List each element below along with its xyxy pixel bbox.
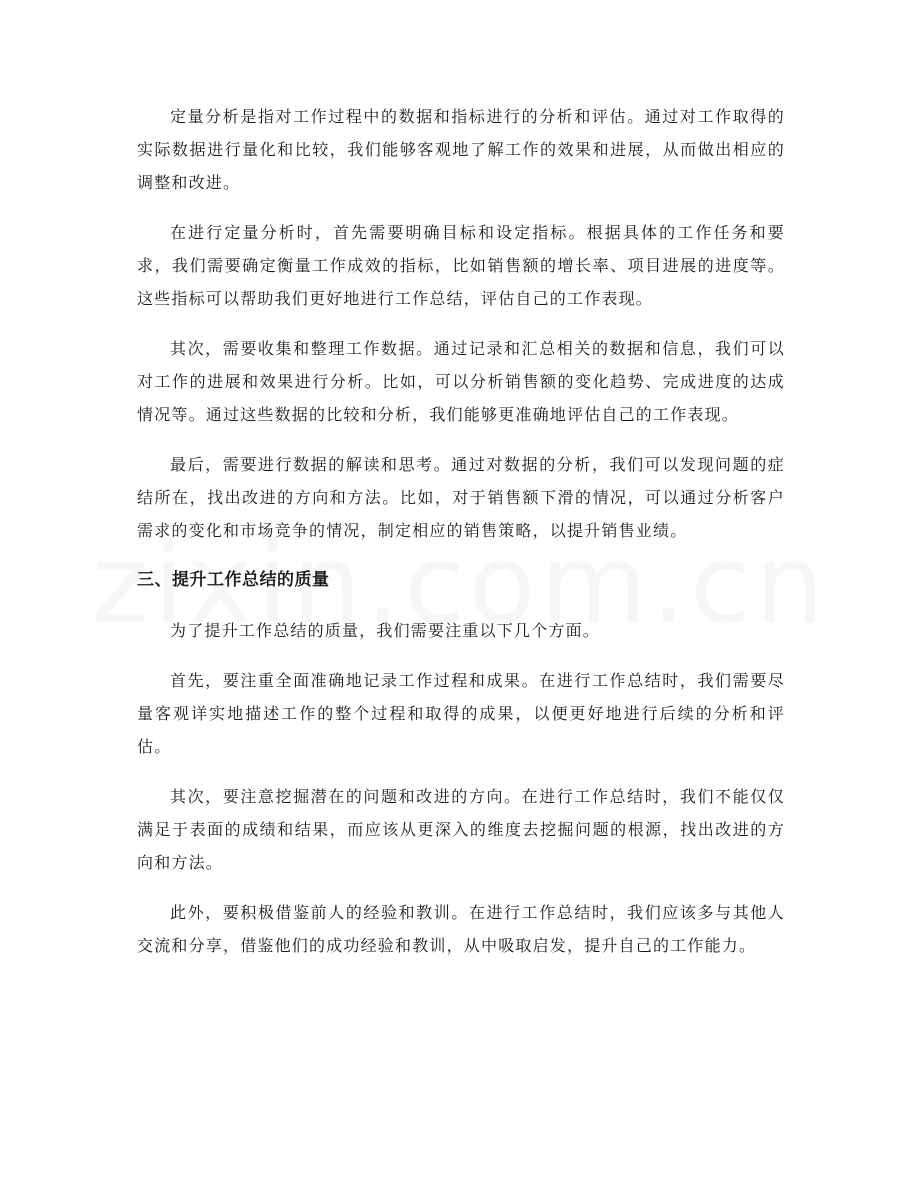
paragraph-set-indicators: 在进行定量分析时，首先需要明确目标和设定指标。根据具体的工作任务和要求，我们需要确定衡量工作成效的指标，比如销售额的增长率、项目进展的进度等。这些指标可以帮助我们更好地进行工作总结，评估自己的工作表现。 [137,223,785,308]
paragraph-learn-experience: 此外，要积极借鉴前人的经验和教训。在进行工作总结时，我们应该多与其他人交流和分享，借鉴他们的成功经验和教训，从中吸取启发，提升自己的工作能力。 [137,903,785,955]
paragraph-dig-problems: 其次，要注意挖掘潜在的问题和改进的方向。在进行工作总结时，我们不能仅仅满足于表面的成绩和结果，而应该从更深入的维度去挖掘问题的根源，找出改进的方向和方法。 [137,787,785,872]
paragraph-improve-intro: 为了提升工作总结的质量，我们需要注重以下几个方面。 [170,621,601,640]
section-heading: 三、提升工作总结的质量 [137,570,330,590]
paragraph-record-accurately: 首先，要注重全面准确地记录工作过程和成果。在进行工作总结时，我们需要尽量客观详实地描述工作的整个过程和取得的成果，以便更好地进行后续的分析和评估。 [137,671,785,756]
paragraph-interpret-data: 最后，需要进行数据的解读和思考。通过对数据的分析，我们可以发现问题的症结所在，找出改进的方向和方法。比如，对于销售额下滑的情况，可以通过分析客户需求的变化和市场竞争的情况，制定相应的销售策略，以提升销售业绩。 [137,455,785,540]
paragraph-quantitative-definition: 定量分析是指对工作过程中的数据和指标进行的分析和评估。通过对工作取得的实际数据进行量化和比较，我们能够客观地了解工作的效果和进展，从而做出相应的调整和改进。 [137,107,785,192]
paragraph-collect-data: 其次，需要收集和整理工作数据。通过记录和汇总相关的数据和信息，我们可以对工作的进展和效果进行分析。比如，可以分析销售额的变化趋势、完成进度的达成情况等。通过这些数据的比较和分析，我们能够更准确地评估自己的工作表现。 [137,339,785,424]
document-body [137,100,785,979]
